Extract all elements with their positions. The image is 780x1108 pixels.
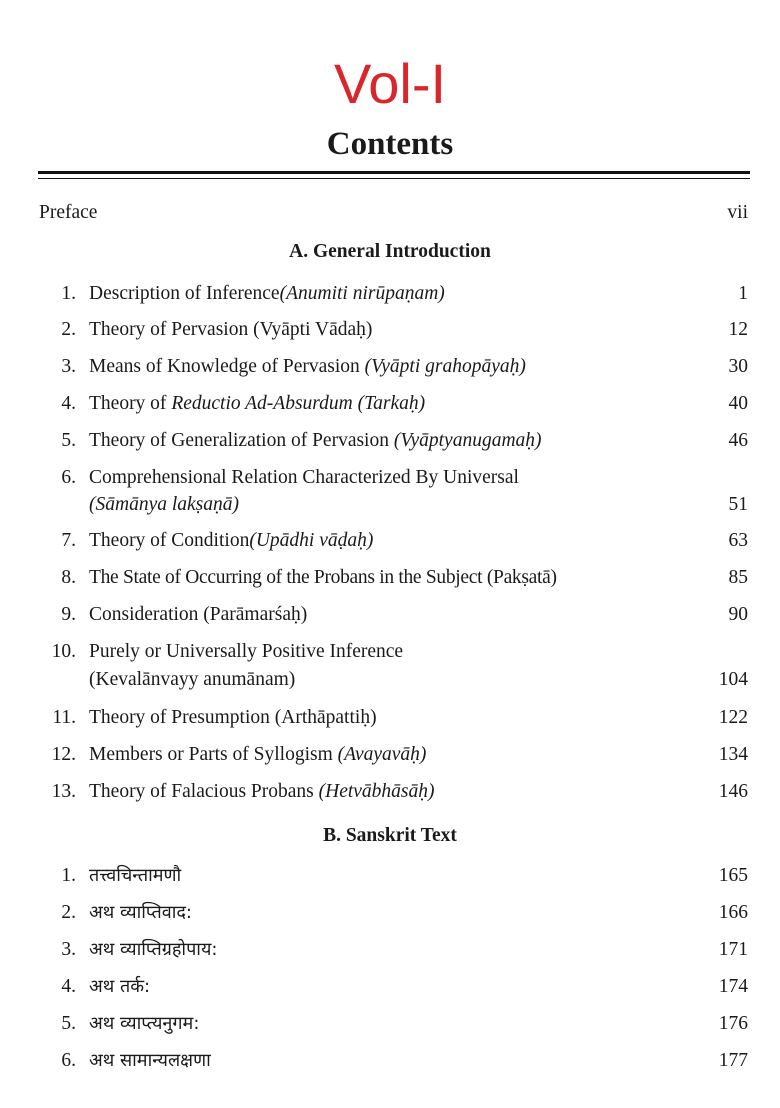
entry-title: Members or Parts of Syllogism (Avayavāḥ) (89, 744, 427, 765)
entry-title: Theory of Falacious Probans (Hetvābhāsāḥ) (89, 781, 435, 802)
entry-title: Comprehensional Relation Characterized By Universal (89, 467, 519, 488)
toc-row[interactable] (0, 938, 780, 962)
page-title: Contents (326, 126, 454, 162)
entry-title: अथ व्याप्तिवाद: (89, 902, 192, 923)
entry-title: Theory of Reductio Ad-Absurdum (Tarkaḥ) (89, 393, 426, 414)
divider-thick (38, 171, 750, 174)
entry-number: 7. (61, 530, 76, 551)
toc-row[interactable] (0, 1012, 780, 1036)
toc-row[interactable] (0, 780, 780, 804)
entry-page: 46 (728, 430, 748, 451)
entry-title: Theory of Generalization of Pervasion (Vyāptyanugamaḥ) (89, 430, 542, 451)
divider-thin (38, 178, 750, 179)
entry-number: 6. (61, 1050, 76, 1071)
entry-page: 104 (718, 669, 748, 690)
entry-page: 30 (728, 356, 748, 377)
entry-title: Means of Knowledge of Pervasion (Vyāpti grahopāyaḥ) (89, 356, 526, 377)
section-heading-b: B. Sanskrit Text (323, 825, 457, 846)
entry-title: Theory of Pervasion (Vyāpti Vādaḥ) (89, 319, 373, 340)
entry-number: 2. (61, 902, 76, 923)
toc-row[interactable] (0, 392, 780, 416)
entry-title: तत्त्वचिन्तामणौ (89, 865, 182, 886)
entry-number: 8. (61, 567, 76, 588)
entry-title: अथ व्याप्त्यनुगम: (89, 1013, 200, 1034)
entry-page: 146 (718, 781, 748, 802)
entry-number: 13. (51, 781, 76, 802)
entry-number: 4. (61, 976, 76, 997)
entry-number: 11. (52, 707, 76, 728)
entry-page: 165 (718, 865, 748, 886)
entry-page: 122 (718, 707, 748, 728)
entry-number: 6. (61, 467, 76, 488)
entry-title: अथ तर्क: (89, 976, 151, 997)
toc-row[interactable] (0, 640, 780, 692)
entry-page: vii (727, 202, 748, 223)
toc-row[interactable] (0, 901, 780, 925)
toc-row-preface[interactable] (0, 201, 780, 225)
entry-subtitle: (Sāmānya lakṣaṇā) (89, 494, 240, 515)
toc-row[interactable] (0, 743, 780, 767)
entry-page: 177 (718, 1050, 748, 1071)
toc-row[interactable] (0, 603, 780, 627)
entry-subtitle: (Kevalānvayy anumānam) (89, 669, 296, 690)
entry-page: 134 (718, 744, 748, 765)
entry-number: 12. (51, 744, 76, 765)
entry-title: The State of Occurring of the Probans in the Subject (Pakṣatā) (89, 567, 557, 588)
entry-title: Description of Inference(Anumiti nirūpaṇam) (89, 283, 445, 304)
entry-page: 1 (738, 283, 748, 304)
entry-page: 90 (728, 604, 748, 625)
entry-number: 3. (61, 356, 76, 377)
toc-row[interactable] (0, 282, 780, 306)
entry-page: 12 (728, 319, 748, 340)
entry-title: Purely or Universally Positive Inference (89, 641, 404, 662)
entry-page: 171 (718, 939, 748, 960)
entry-number: 10. (51, 641, 76, 662)
entry-page: 63 (728, 530, 748, 551)
volume-label: Vol-I (333, 52, 447, 115)
entry-title: Theory of Presumption (Arthāpattiḥ) (89, 707, 377, 728)
entry-title: Consideration (Parāmarśaḥ) (89, 604, 308, 625)
section-heading-a: A. General Introduction (289, 241, 491, 262)
toc-row[interactable] (0, 706, 780, 730)
toc-row[interactable] (0, 975, 780, 999)
toc-row[interactable] (0, 1049, 780, 1073)
entry-number: 2. (61, 319, 76, 340)
entry-number: 5. (61, 1013, 76, 1034)
entry-number: 4. (61, 393, 76, 414)
toc-row[interactable] (0, 566, 780, 590)
toc-row[interactable] (0, 318, 780, 342)
toc-row[interactable] (0, 429, 780, 453)
toc-row[interactable] (0, 529, 780, 553)
entry-title: अथ सामान्यलक्षणा (89, 1050, 211, 1071)
entry-title: अथ व्याप्तिग्रहोपाय: (89, 939, 218, 960)
entry-number: 1. (61, 283, 76, 304)
entry-number: 3. (61, 939, 76, 960)
entry-title: Theory of Condition(Upādhi vāḍaḥ) (89, 530, 374, 551)
entry-number: 1. (61, 865, 76, 886)
entry-page: 176 (718, 1013, 748, 1034)
entry-page: 174 (718, 976, 748, 997)
entry-title: Preface (39, 202, 98, 223)
entry-number: 9. (61, 604, 76, 625)
entry-page: 166 (718, 902, 748, 923)
toc-row[interactable] (0, 864, 780, 888)
entry-page: 40 (728, 393, 748, 414)
toc-row[interactable] (0, 466, 780, 518)
entry-number: 5. (61, 430, 76, 451)
entry-page: 85 (728, 567, 748, 588)
entry-page: 51 (728, 494, 748, 515)
toc-row[interactable] (0, 355, 780, 379)
